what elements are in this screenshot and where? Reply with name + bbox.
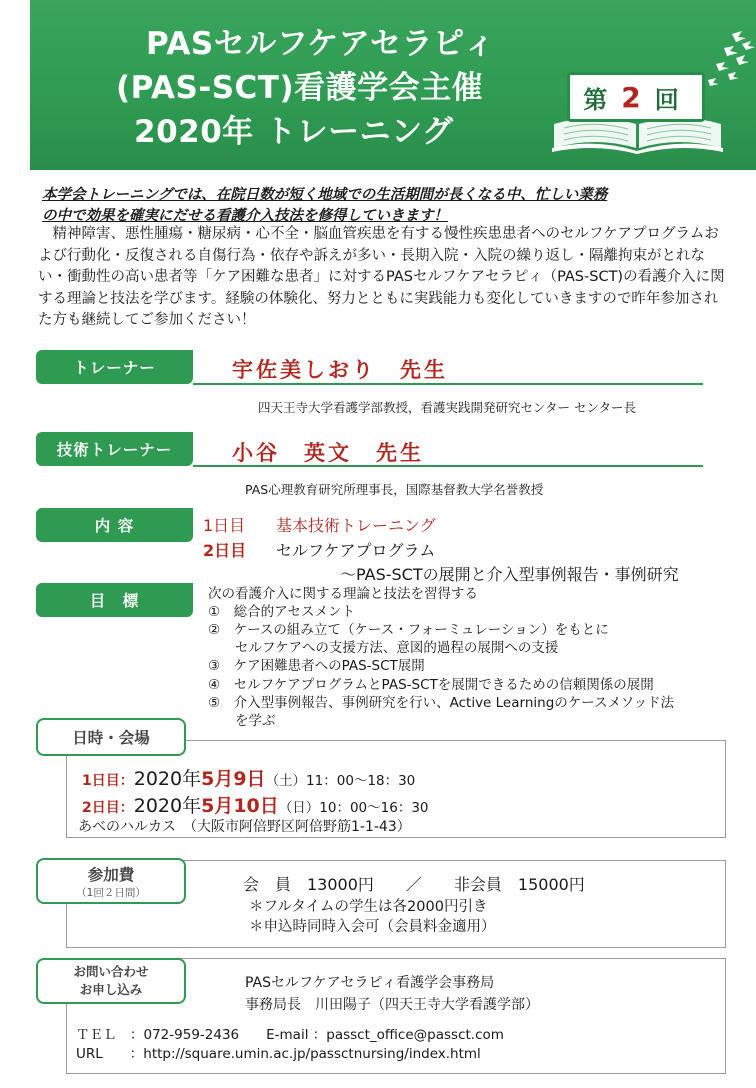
intro-text: 精神障害、悪性腫瘍・糖尿病・心不全・脳血管疾患を有する慢性疾患患者へのセルフケアプログラムおよび行動化・反復される自傷行為・依存や訴えが多い・長期入院・入院の繰り返し・隔離拘束がとれない・衝動性の高い患者等「ケア困難な患者」に対するPASセルフケアセラピィ（PAS-SCT)の看護介入に関する理論と技法を学びます。経験の体験化、努力とともに実践能力も変化していきますので昨年参加された方も継続してご参加ください！ [38, 226, 725, 328]
tech-trainer-affiliation: PAS心理教育研究所理事長，国際基督教大学名誉教授 [245, 482, 544, 497]
fee-note-1: ＊フルタイムの学生は各2000円引き [249, 899, 488, 915]
schedule-label: 日時・会場 [72, 729, 150, 747]
tech-trainer-name: 小谷 英文 先生 [232, 441, 424, 465]
schedule-day2-label: 2日目： [82, 800, 134, 816]
title-line-1: PASセルフケアセラピィ [146, 26, 496, 62]
schedule-day1-label: 1日目： [82, 773, 134, 789]
contact-tel-email: ＴＥＬ ：072-959-2436 E-mail ：passct_office@passct.com [76, 1027, 504, 1043]
schedule-day1-year: 2020年 [133, 768, 202, 790]
schedule-day2-time: （日）10：00〜16：30 [278, 800, 429, 816]
schedule-day2 [82, 791, 429, 818]
goals-tab: 目 標 [36, 583, 193, 617]
goal-intro: 次の看護介入に関する理論と技法を習得する [208, 586, 478, 602]
schedule-day1 [82, 764, 415, 791]
schedule-day1-time: （土）11：00〜18：30 [265, 773, 416, 789]
fee-sublabel: （1回２日間） [76, 886, 146, 899]
trainer-name: 宇佐美しおり 先生 [232, 358, 448, 382]
trainer-affiliation: 四天王寺大学看護学部教授，看護実践開発研究センター センター長 [258, 400, 636, 415]
contact-org: PASセルフケアセラピィ看護学会事務局 [245, 975, 495, 991]
edition-badge [567, 72, 705, 122]
contact-person: 事務局長 川田陽子（四天王寺大学看護学部） [245, 997, 539, 1013]
title-line-3: 2020年 トレーニング [134, 114, 454, 150]
tech-trainer-tab: 技術トレーナー [36, 432, 193, 466]
goal-item-2-cont: セルフケアへの支援方法、意図的過程の展開への支援 [208, 640, 559, 656]
badge-post: 回 [654, 85, 689, 114]
intro-bold-line-1: 本学会トレーニングでは、在院日数が短く地域での生活期間が長くなる中、忙しい業務 [42, 187, 608, 203]
content-day1-text: 基本技術トレーニング [276, 516, 436, 535]
badge-number: 2 [621, 80, 651, 114]
content-day1-label: 1日目 [203, 516, 246, 535]
content-tab: 内 容 [36, 508, 193, 542]
schedule-day2-date: 5月10日 [201, 795, 279, 817]
birds-icon [702, 30, 756, 100]
goal-item-1: ① 総合的アセスメント [208, 604, 355, 620]
goal-item-3: ③ ケア困難患者へのPAS-SCT展開 [208, 658, 425, 674]
contact-label-pill [36, 958, 186, 1004]
goal-item-4: ④ セルフケアプログラムとPAS-SCTを展開できるための信頼関係の展開 [208, 677, 654, 693]
trainer-tab: トレーナー [36, 350, 193, 384]
intro-bold-line-2: の中で効果を確実にだせる看護介入技法を修得していきます！ [42, 208, 448, 224]
fee-label: 参加費 [87, 865, 135, 884]
fee-label-pill [36, 858, 186, 904]
contact-url: URL ：http://square.umin.ac.jp/passctnursing/index.html [76, 1046, 481, 1062]
goal-item-5: ⑤ 介入型事例報告、事例研究を行い、Active Learningのケースメソッド法 [208, 695, 675, 711]
goal-item-2: ② ケースの組み立て（ケース・フォーミュレーション）をもとに [208, 622, 609, 638]
title-banner [30, 0, 756, 170]
schedule-day2-year: 2020年 [133, 795, 202, 817]
contact-label-2: お申し込み [79, 982, 143, 997]
content-day2-text: セルフケアプログラム [276, 541, 436, 560]
fee-note-2: ＊申込時同時入会可（会員料金適用） [249, 919, 496, 935]
schedule-venue: あべのハルカス （大阪市阿倍野区阿倍野筋1-1-43） [78, 819, 411, 835]
contact-label-1: お問い合わせ [73, 964, 149, 979]
content-day2-label: 2日目 [203, 541, 247, 560]
fee-amounts: 会 員 13000円 ／ 非会員 15000円 [243, 875, 585, 894]
content-day2-sub: 〜PAS-SCTの展開と介入型事例報告・事例研究 [340, 565, 679, 584]
schedule-day1-date: 5月9日 [201, 768, 266, 790]
badge-pre: 第 [583, 85, 618, 114]
goal-item-5-cont: を学ぶ [208, 713, 276, 729]
title-line-2: (PAS-SCT)看護学会主催 [116, 70, 484, 106]
schedule-label-pill [36, 718, 186, 756]
